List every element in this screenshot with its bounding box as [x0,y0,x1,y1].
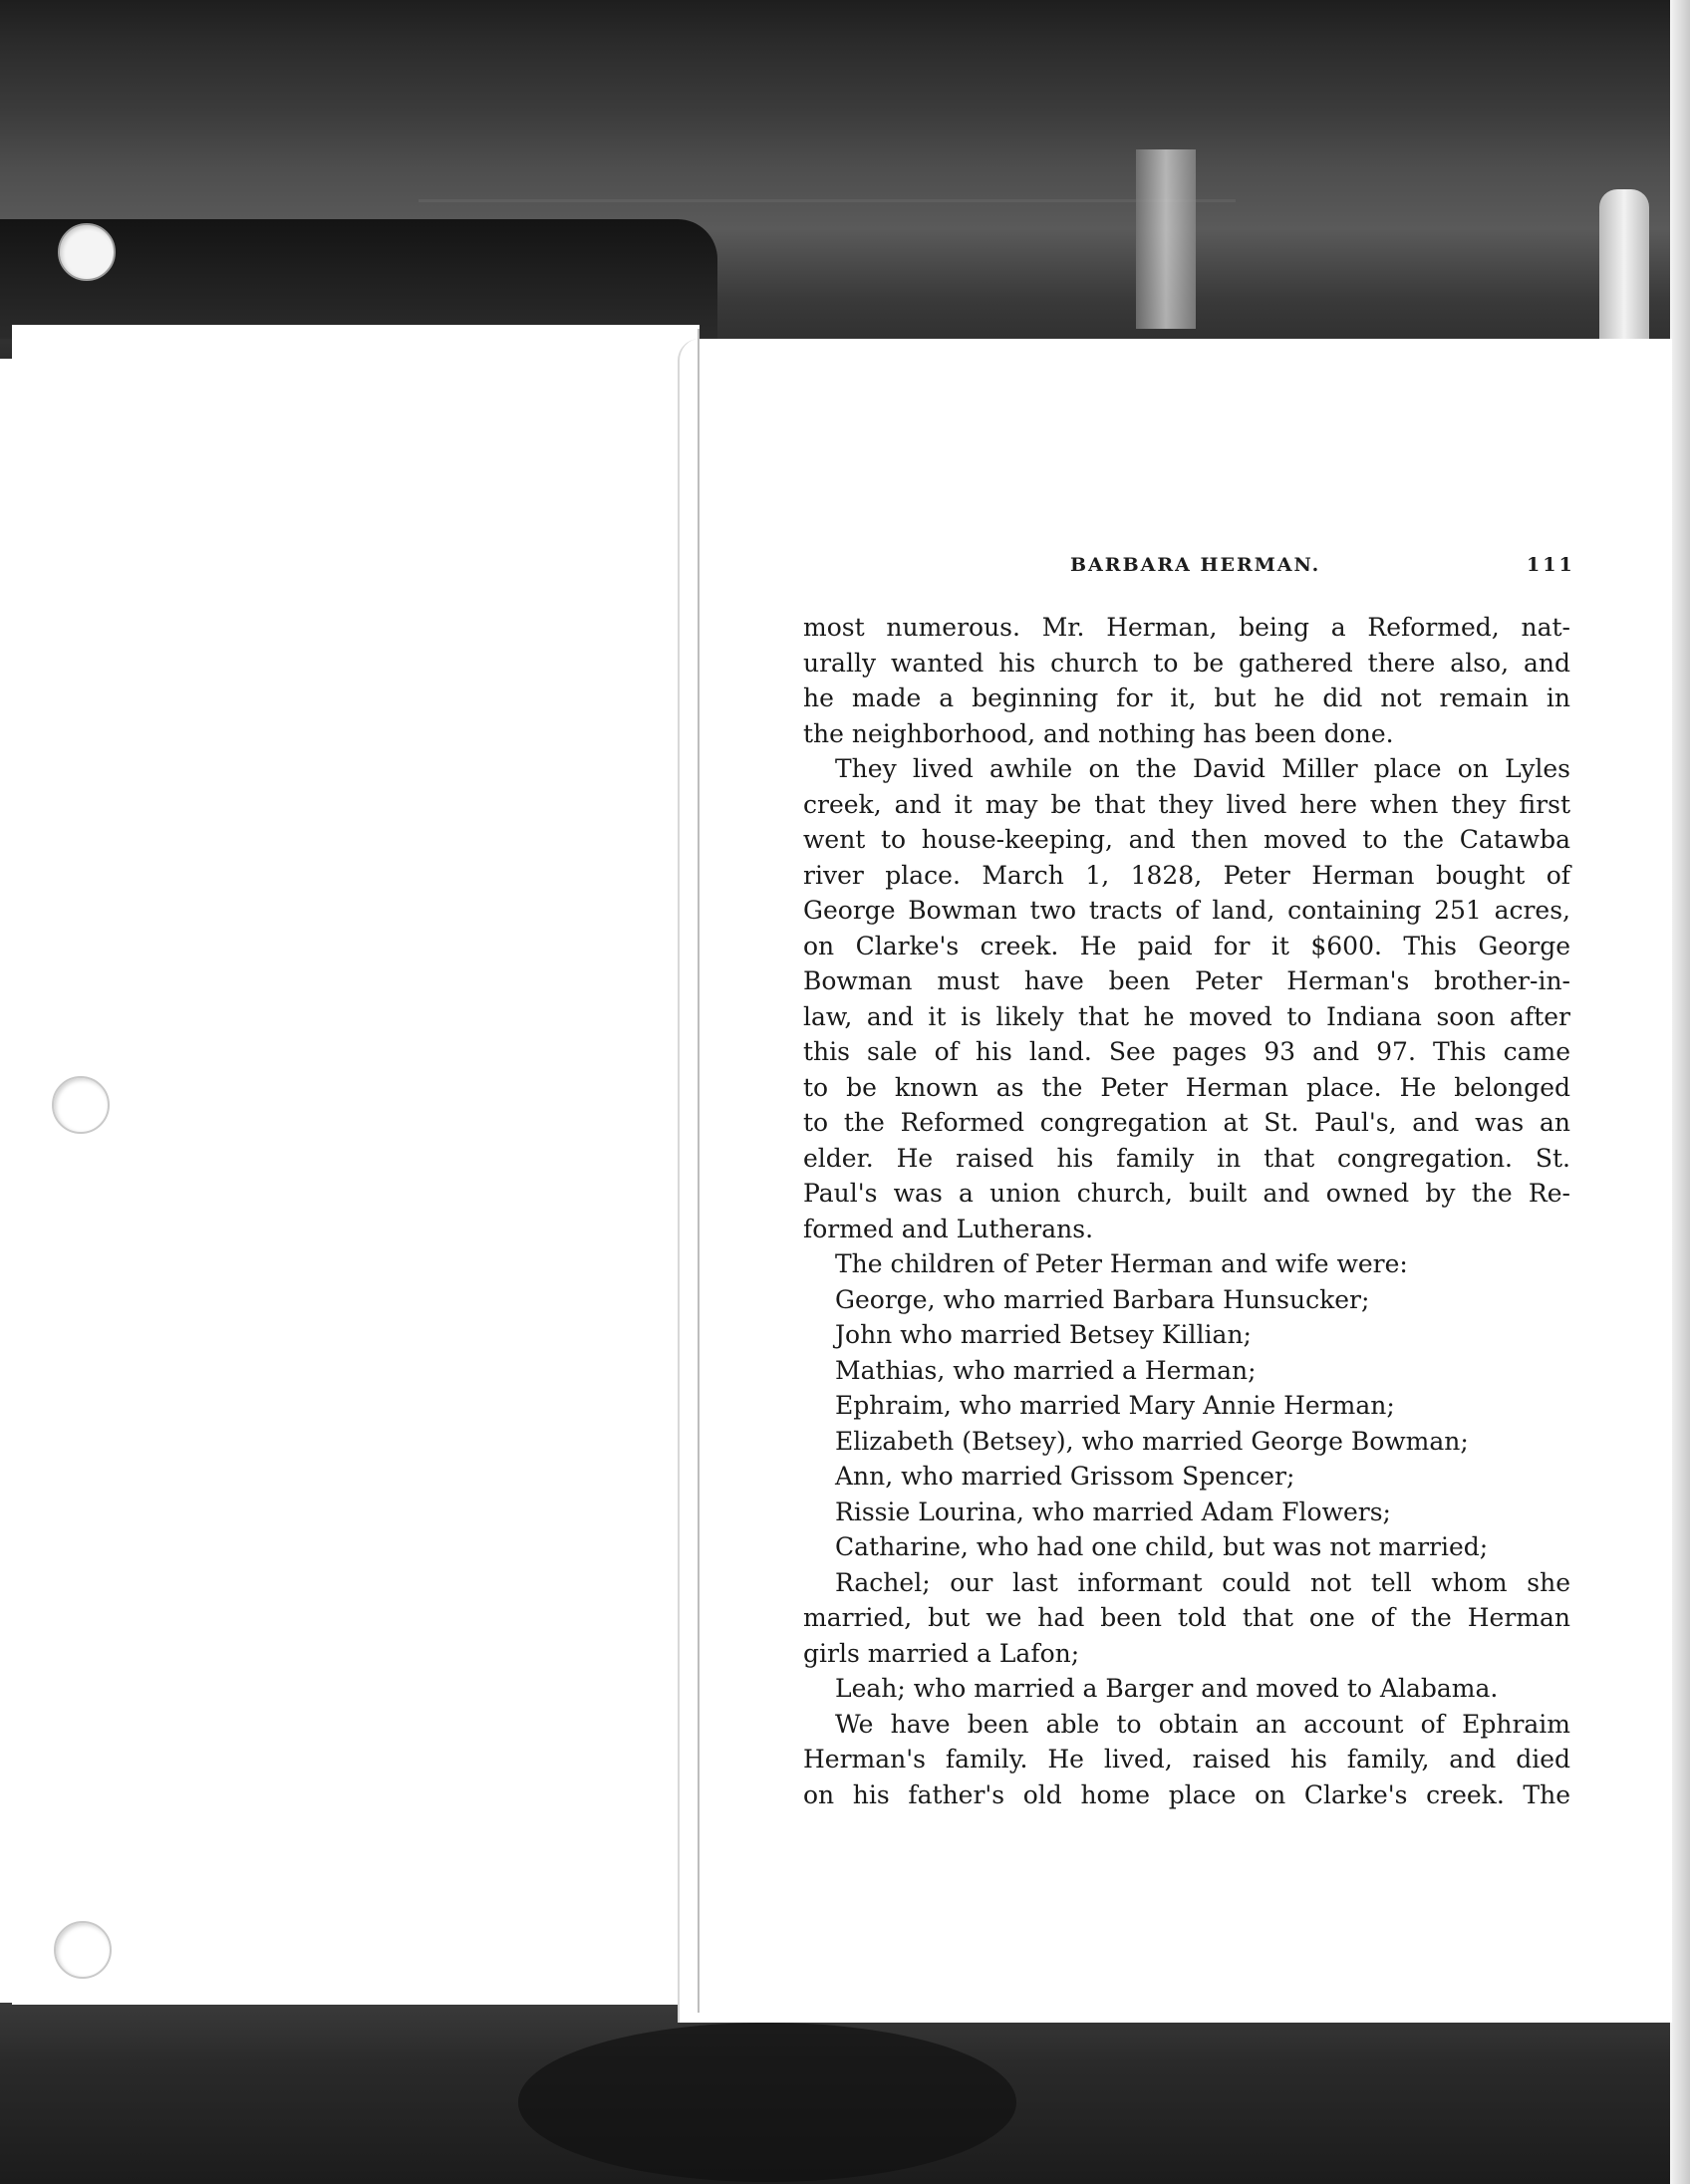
text-line: urally wanted his church to be gathered there also, and [803,648,1570,678]
text-line: Rissie Lourina, who married Adam Flowers; [835,1497,1391,1526]
page-number: 111 [1527,554,1575,576]
background-frame [419,199,1236,232]
text-line: Herman's family. He lived, raised his family, and died [803,1745,1570,1774]
background-light-strip [1136,149,1196,329]
text-line: George, who married Barbara Hunsucker; [835,1284,1370,1314]
text-line: to be known as the Peter Herman place. He belonged [803,1072,1570,1102]
text-line: Paul's was a union church, built and owned by the Re- [803,1179,1570,1208]
background-shadow [518,2023,1016,2182]
text-line: Rachel; our last informant could not tell whom she [835,1567,1570,1597]
text-line: on his father's old home place on Clarke's creek. The [803,1779,1570,1809]
text-line: the neighborhood, and nothing has been done. [803,718,1394,748]
text-line: river place. March 1, 1828, Peter Herman bought of [803,860,1570,890]
text-line: Ephraim, who married Mary Annie Herman; [835,1391,1395,1420]
text-line: They lived awhile on the David Miller place on Lyles [835,754,1570,783]
text-line: Mathias, who married a Herman; [835,1355,1257,1385]
text-line: to the Reformed congregation at St. Paul's, and was an [803,1108,1570,1137]
text-line: John who married Betsey Killian; [835,1320,1252,1349]
text-line: The children of Peter Herman and wife were: [835,1249,1408,1278]
background-top [0,0,1690,359]
text-line: We have been able to obtain an account of Ephraim [835,1709,1570,1739]
text-line: creek, and it may be that they lived here when they first [803,789,1570,819]
text-line: George Bowman two tracts of land, containing 251 acres, [803,896,1570,925]
text-line: girls married a Lafon; [803,1638,1080,1668]
text-line: Elizabeth (Betsey), who married George Bowman; [835,1426,1469,1456]
text-line: Ann, who married Grissom Spencer; [835,1462,1295,1491]
text-line: went to house-keeping, and then moved to the Catawba [803,825,1570,854]
binder-hole-top [58,223,116,281]
binder-hole-middle [52,1076,110,1134]
right-edge [1670,0,1690,2184]
text-line: Leah; who married a Barger and moved to Alabama. [835,1674,1499,1703]
text-line: married, but we had been told that one of the Herman [803,1603,1570,1632]
blank-left-page [12,325,700,2005]
running-head: BARBARA HERMAN. [1070,554,1321,576]
text-line: Bowman must have been Peter Herman's brother-in- [803,966,1570,995]
text-line: elder. He raised his family in that congregation. St. [803,1143,1570,1173]
text-line: on Clarke's creek. He paid for it $600. This George [803,931,1570,960]
book-spine [698,329,700,2013]
text-line: he made a beginning for it, but he did not remain in [803,683,1570,712]
text-line: law, and it is likely that he moved to Indiana soon after [803,1001,1570,1031]
background-light-strip-right [1599,189,1649,349]
text-line: formed and Lutherans. [803,1214,1094,1243]
background-bottom [0,2003,1690,2184]
binder-hole-bottom [54,1921,112,1979]
text-line: Catharine, who had one child, but was not married; [835,1532,1489,1561]
text-line: most numerous. Mr. Herman, being a Reformed, nat- [803,613,1570,642]
text-line: this sale of his land. See pages 93 and 97. This came [803,1037,1570,1066]
body-text [803,610,1570,1812]
